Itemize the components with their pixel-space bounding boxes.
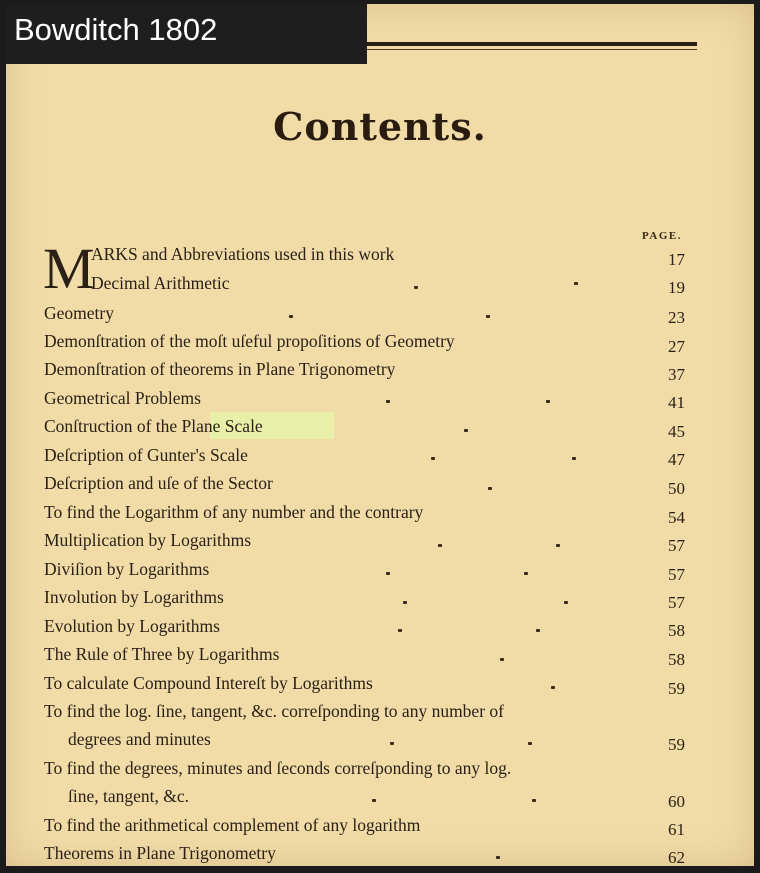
leader-dot <box>546 400 550 403</box>
toc-page-number: 57 <box>668 593 685 612</box>
contents-heading: Contents. <box>273 104 487 149</box>
toc-entry[interactable]: To find the degrees, minutes and ſeconds correſponding to any log. <box>44 758 512 778</box>
leader-dot <box>528 742 532 745</box>
toc-entry-continued[interactable]: degrees and minutes <box>68 729 211 749</box>
leader-dot <box>403 601 407 604</box>
leader-dot <box>372 799 376 802</box>
toc-entry[interactable]: Deſcription of Gunter's Scale <box>44 445 248 465</box>
leader-dot <box>398 629 402 632</box>
book-page <box>6 4 754 866</box>
toc-page-number: 62 <box>668 848 685 867</box>
leader-dot <box>464 429 468 432</box>
leader-dot <box>496 856 500 859</box>
toc-entry[interactable]: Geometrical Problems <box>44 388 201 408</box>
header-rule-thick <box>367 42 697 46</box>
leader-dot <box>488 487 492 490</box>
leader-dot <box>438 544 442 547</box>
toc-entry[interactable]: The Rule of Three by Logarithms <box>44 644 280 664</box>
toc-entry[interactable]: Conſtruction of the Plane Scale <box>44 416 263 436</box>
leader-dot <box>386 572 390 575</box>
leader-dot <box>524 572 528 575</box>
toc-page-number: 19 <box>668 278 685 297</box>
toc-page-number: 50 <box>668 479 685 498</box>
leader-dot <box>536 629 540 632</box>
toc-page-number: 37 <box>668 365 685 384</box>
toc-entry[interactable]: To find the Logarithm of any number and the contrary <box>44 502 424 522</box>
toc-page-number: 54 <box>668 508 685 527</box>
leader-dot <box>414 286 418 289</box>
toc-entry[interactable]: Theorems in Plane Trigonometry <box>44 843 276 863</box>
leader-dot <box>551 686 555 689</box>
toc-page-number: 59 <box>668 679 685 698</box>
toc-entry[interactable]: Diviſion by Logarithms <box>44 559 210 579</box>
toc-entry[interactable]: Demonſtration of the moſt uſeful propoſitions of Geometry <box>44 331 455 351</box>
leader-dot <box>532 799 536 802</box>
toc-entry[interactable]: Demonſtration of theorems in Plane Trigonometry <box>44 359 396 379</box>
toc-entry[interactable]: Decimal Arithmetic <box>91 273 230 293</box>
header-rule-thin <box>367 49 697 50</box>
leader-dot <box>289 315 293 318</box>
toc-page-number: 61 <box>668 820 685 839</box>
leader-dot <box>386 400 390 403</box>
toc-page-number: 23 <box>668 308 685 327</box>
toc-page-number: 58 <box>668 621 685 640</box>
toc-entry[interactable]: Evolution by Logarithms <box>44 616 220 636</box>
toc-page-number: 58 <box>668 650 685 669</box>
leader-dot <box>564 601 568 604</box>
leader-dot <box>500 658 504 661</box>
toc-entry[interactable]: To find the arithmetical complement of any logarithm <box>44 815 421 835</box>
dropcap-letter: M <box>43 236 95 301</box>
leader-dot <box>431 457 435 460</box>
toc-page-number: 59 <box>668 735 685 754</box>
toc-entry[interactable]: Involution by Logarithms <box>44 587 224 607</box>
toc-page-number: 47 <box>668 450 685 469</box>
toc-page-number: 27 <box>668 337 685 356</box>
leader-dot <box>556 544 560 547</box>
toc-entry[interactable]: ARKS and Abbreviations used in this work <box>91 244 395 264</box>
leader-dot <box>390 742 394 745</box>
leader-dot <box>486 315 490 318</box>
toc-entry[interactable]: Deſcription and uſe of the Sector <box>44 473 273 493</box>
toc-page-number: 41 <box>668 393 685 412</box>
leader-dot <box>572 457 576 460</box>
page-column-header: PAGE. <box>642 230 682 242</box>
leader-dot <box>574 282 578 285</box>
toc-page-number: 17 <box>668 250 685 269</box>
toc-entry[interactable]: To calculate Compound Intereſt by Logarithms <box>44 673 373 693</box>
toc-entry[interactable]: Multiplication by Logarithms <box>44 530 252 550</box>
toc-entry[interactable]: Geometry <box>44 303 114 323</box>
toc-page-number: 57 <box>668 565 685 584</box>
toc-page-number: 57 <box>668 536 685 555</box>
toc-page-number: 60 <box>668 792 685 811</box>
toc-entry-continued[interactable]: ſine, tangent, &c. <box>68 786 190 806</box>
toc-entry[interactable]: To find the log. ſine, tangent, &c. correſponding to any number of <box>44 701 504 721</box>
toc-page-number: 45 <box>668 422 685 441</box>
source-badge: Bowditch 1802 <box>6 4 367 64</box>
